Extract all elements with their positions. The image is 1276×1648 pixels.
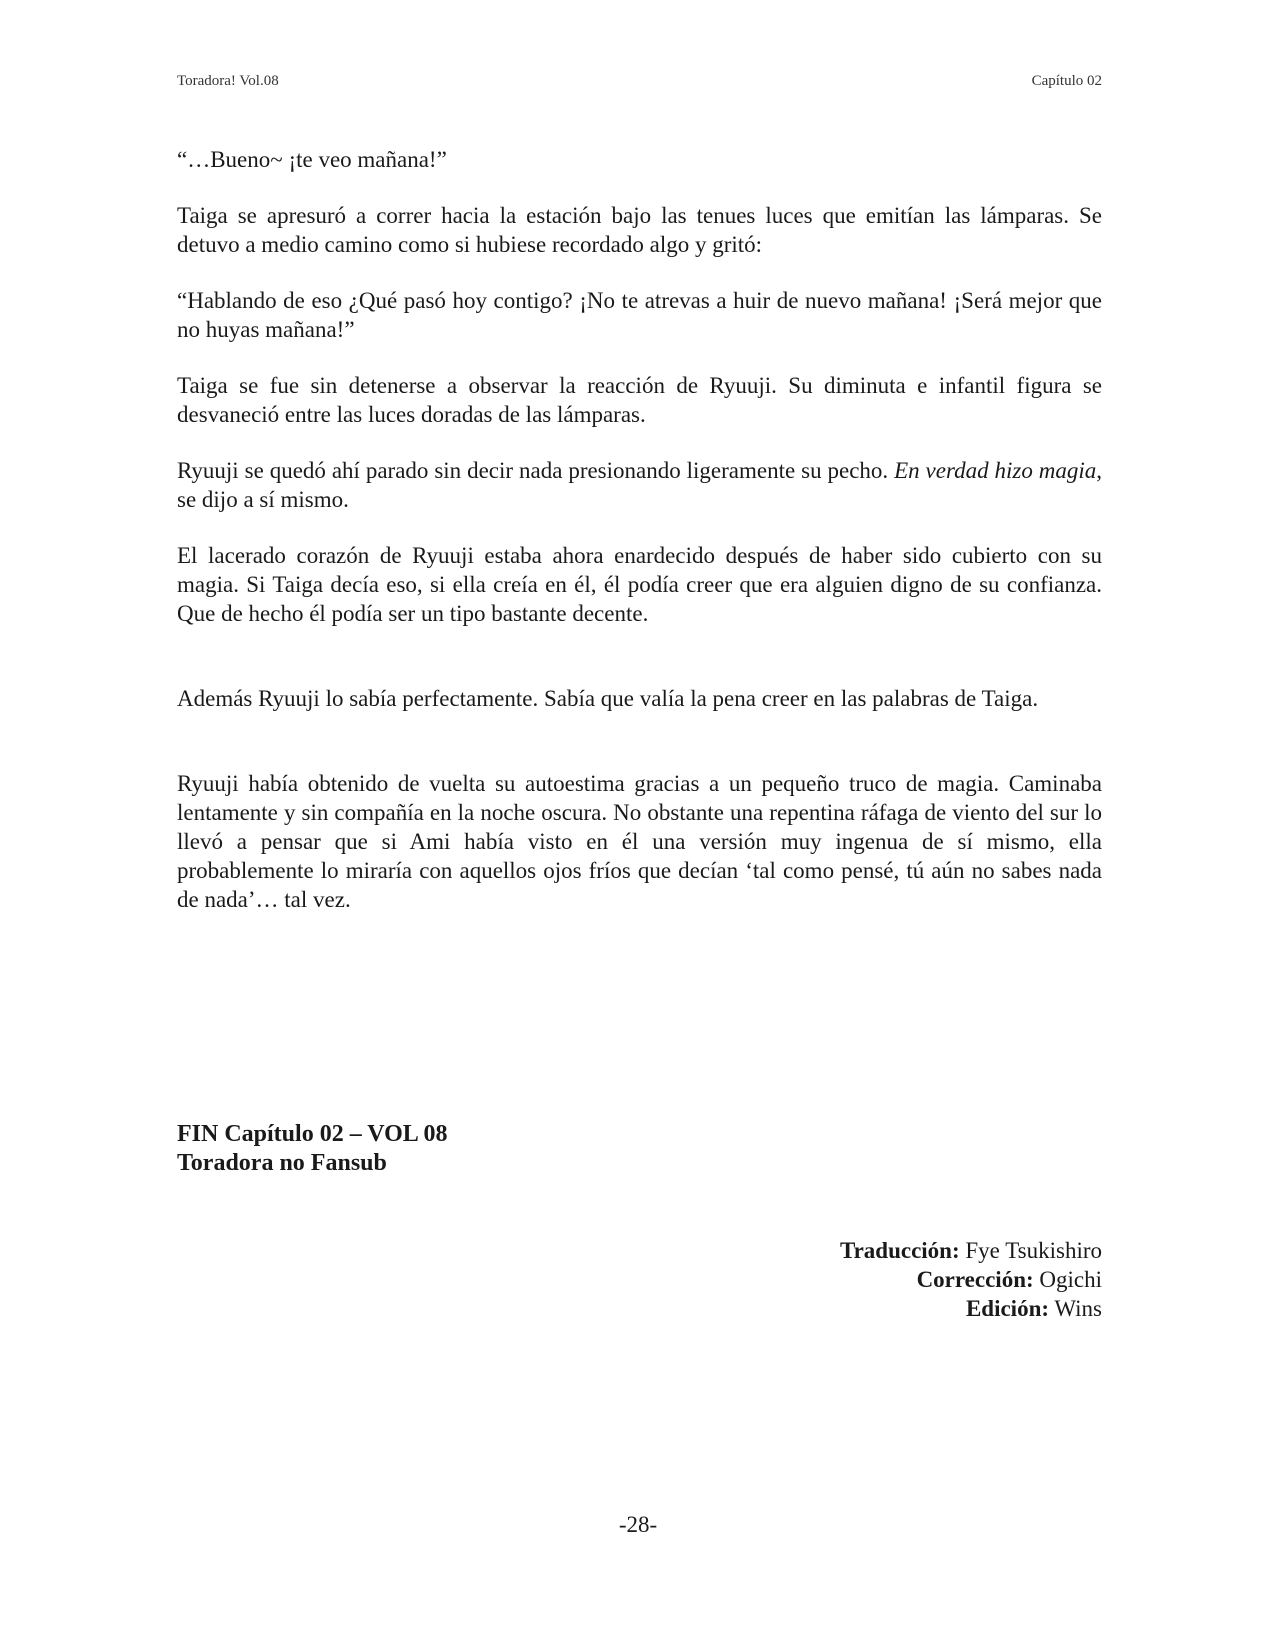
paragraph-6: El lacerado corazón de Ryuuji estaba ahora enardecido después de haber sido cubierto con su magia. Si Taiga decía eso, si ella creía en él, él podía creer que era alguien digno de su confianza. Que de hecho él podía ser un tipo bastante decente. [177, 543, 1102, 626]
credit-correction [840, 1265, 1102, 1294]
paragraph-1: “…Bueno~ ¡te veo mañana!” [177, 147, 447, 172]
fin-chapter-line: FIN Capítulo 02 – VOL 08 [177, 1121, 448, 1147]
paragraph-4: Taiga se fue sin detenerse a observar la reacción de Ryuuji. Su diminuta e infantil figura se desvaneció entre las luces doradas de las lámparas. [177, 373, 1102, 427]
page-body [177, 145, 1102, 941]
credit-correction-name: Ogichi [1033, 1267, 1102, 1292]
credit-edition-name: Wins [1049, 1296, 1102, 1321]
page-header [177, 73, 1102, 90]
credit-edition [840, 1294, 1102, 1323]
paragraph-5-end: , se dijo a sí mismo. [177, 458, 1103, 512]
paragraph-5 [177, 456, 1102, 514]
paragraph-8: Ryuuji había obtenido de vuelta su autoestima gracias a un pequeño truco de magia. Caminaba lentamente y sin compañía en la noche oscura. No obstante una repentina ráfaga de viento del sur lo llevó a pensar que si Ami había visto en él una versión muy ingenua de sí mismo, ella probablemente lo miraría con aquellos ojos fríos que decían ‘tal como pensé, tú aún no sabes nada de nada’… tal vez. [177, 771, 1102, 912]
paragraph-2: Taiga se apresuró a correr hacia la estación bajo las tenues luces que emitían las lámparas. Se detuvo a medio camino como si hubiese recordado algo y gritó: [177, 203, 1102, 257]
fin-block [177, 1120, 447, 1178]
page-number: -28- [618, 1512, 658, 1537]
credit-translation-label: Traducción: [839, 1238, 960, 1263]
credit-edition-label: Edición: [965, 1296, 1050, 1321]
paragraph-5-start: Ryuuji se quedó ahí parado sin decir nada presionando ligeramente su pecho. [177, 458, 895, 483]
paragraph-3: “Hablando de eso ¿Qué pasó hoy contigo? ¡No te atrevas a huir de nuevo mañana! ¡Será mejor que no huyas mañana!” [177, 288, 1102, 342]
paragraph-5-italic: En verdad hizo magia [894, 458, 1097, 483]
credit-translation-name: Fye Tsukishiro [959, 1238, 1102, 1263]
credit-translation [840, 1236, 1102, 1265]
paragraph-7: Además Ryuuji lo sabía perfectamente. Sabía que valía la pena creer en las palabras de Taiga. [177, 686, 1039, 711]
header-chapter: Capítulo 02 [1031, 73, 1102, 89]
credits [840, 1236, 1102, 1323]
credit-correction-label: Corrección: [916, 1267, 1034, 1292]
fin-fansub-line: Toradora no Fansub [177, 1150, 387, 1176]
header-book-title: Toradora! Vol.08 [177, 73, 279, 89]
